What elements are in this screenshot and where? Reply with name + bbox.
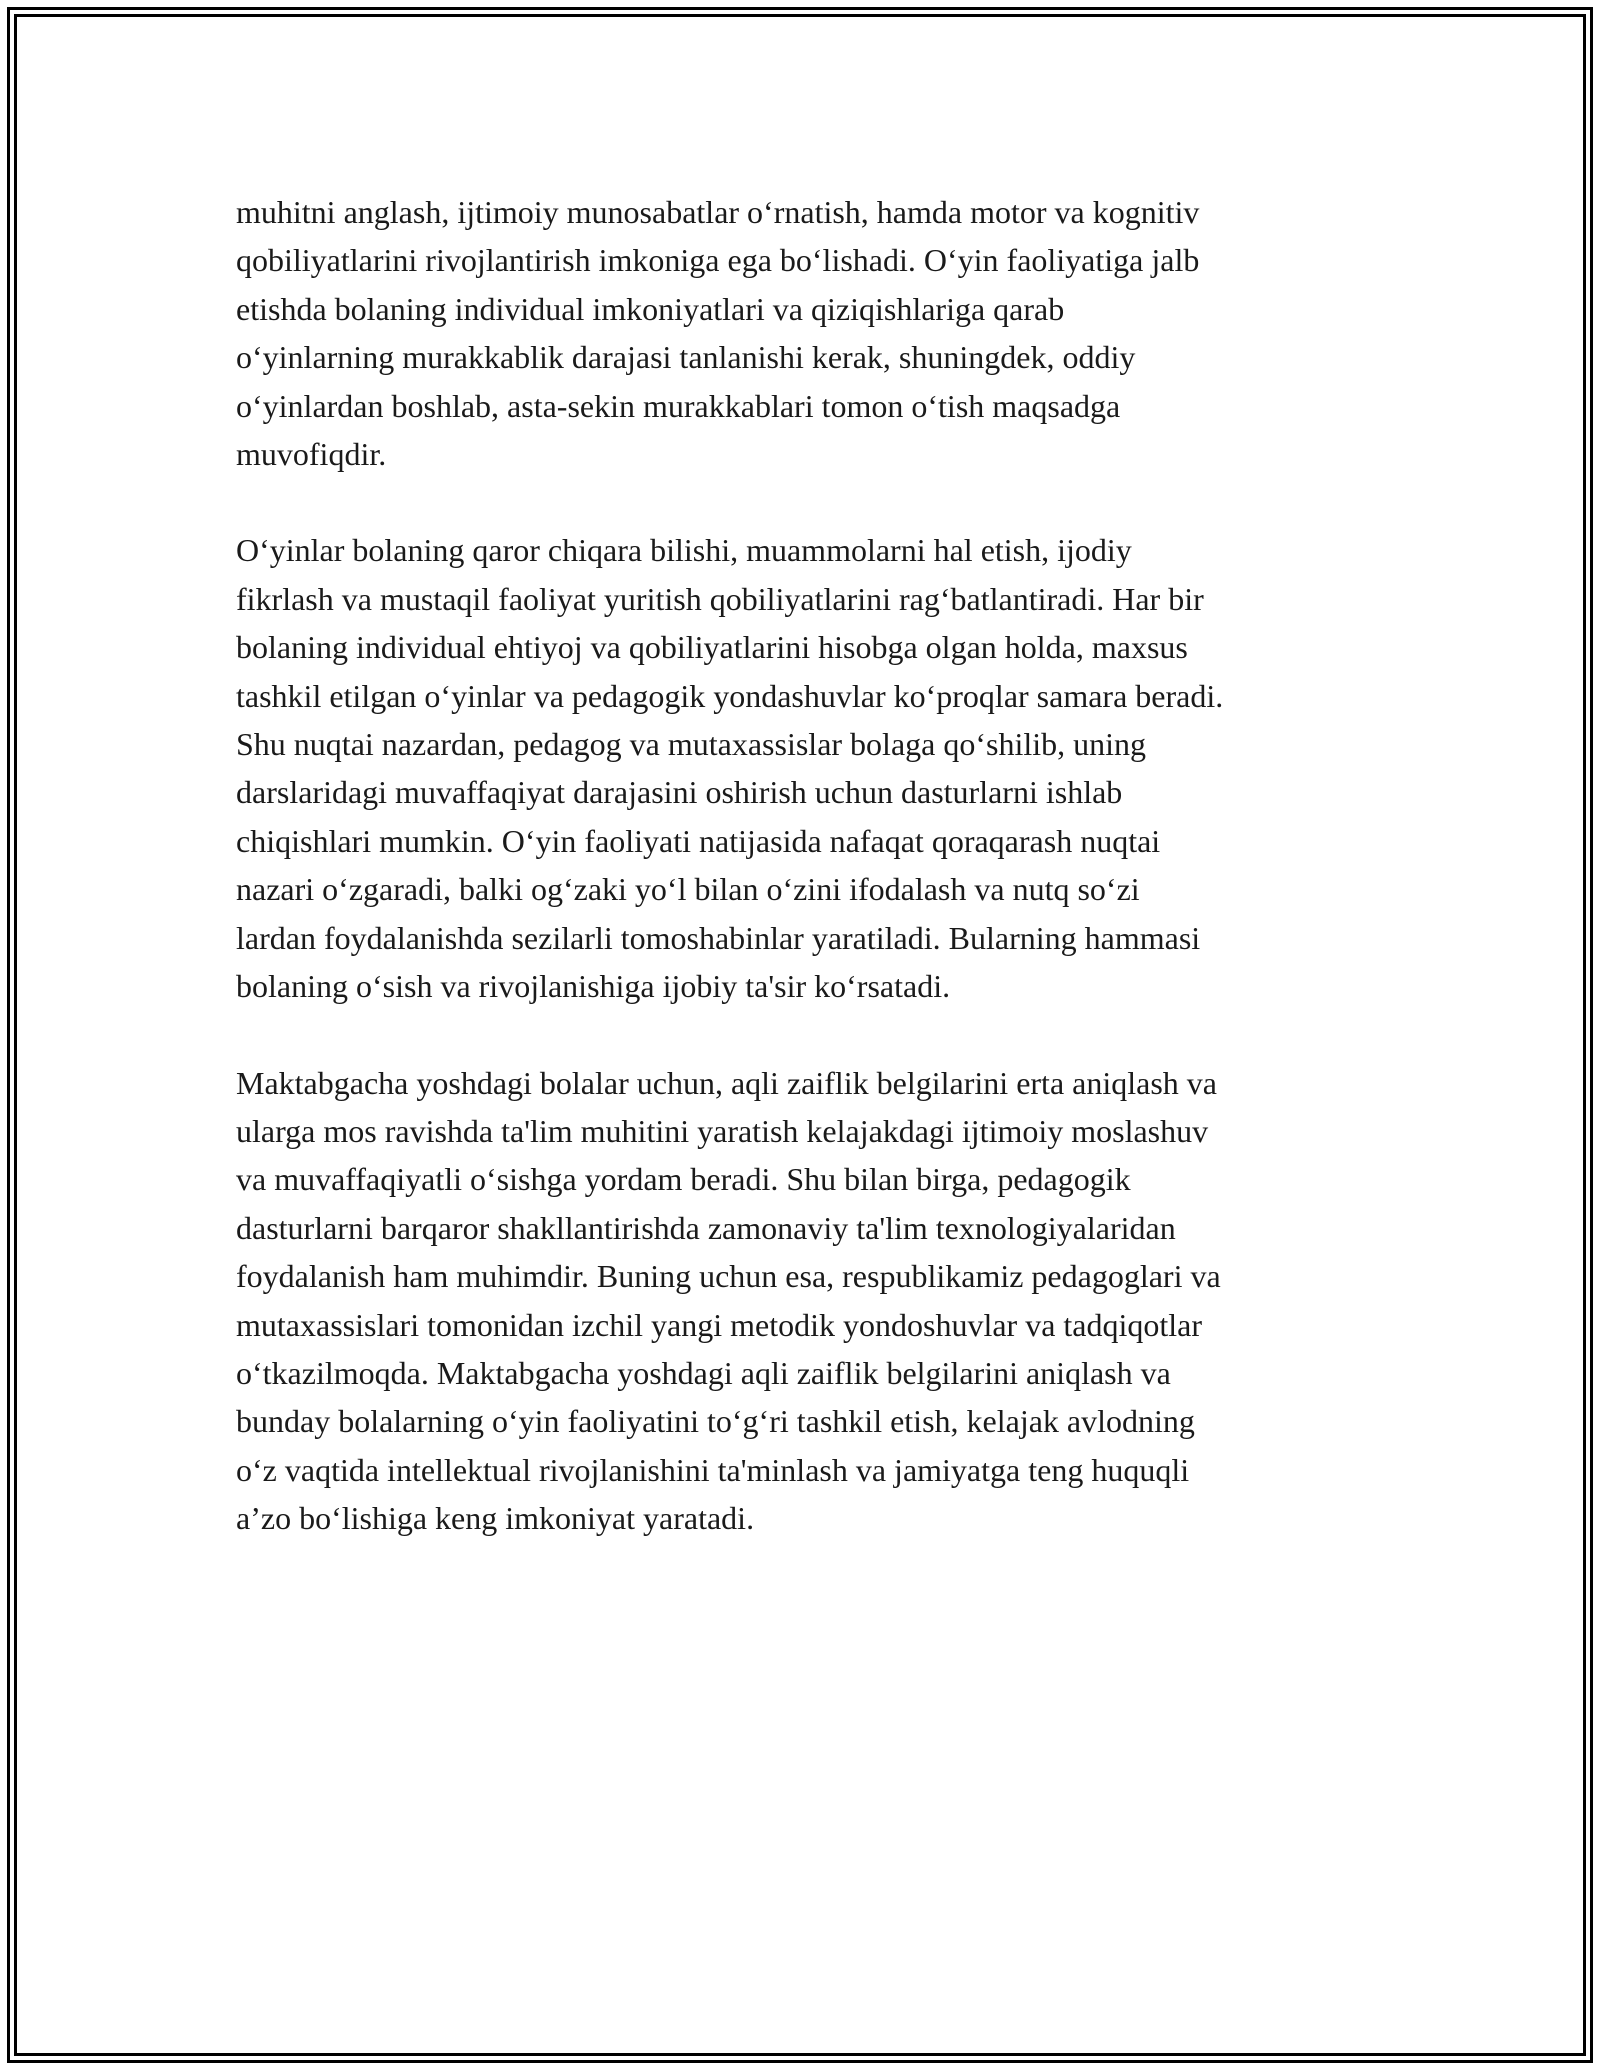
text-line: Maktabgacha yoshdagi bolalar uchun, aqli zaiflik belgilarini erta aniqlash va bbox=[236, 1064, 1217, 1101]
paragraph-2 bbox=[236, 526, 1376, 1010]
text-line: o‘yinlarning murakkablik darajasi tanlanishi kerak, shuningdek, oddiy bbox=[236, 339, 1136, 376]
text-line: bunday bolalarning o‘yin faoliyatini to‘g‘ri tashkil etish, kelajak avlodning bbox=[236, 1403, 1195, 1440]
text-line: mutaxassislari tomonidan izchil yangi metodik yondoshuvlar va tadqiqotlar bbox=[236, 1306, 1203, 1343]
text-line: foydalanish ham muhimdir. Buning uchun esa, respublikamiz pedagoglari va bbox=[236, 1258, 1221, 1295]
text-line: darslaridagi muvaffaqiyat darajasini oshirish uchun dasturlarni ishlab bbox=[236, 774, 1123, 811]
paragraph-1 bbox=[236, 188, 1376, 478]
text-line: bolaning o‘sish va rivojlanishiga ijobiy ta'sir ko‘rsatadi. bbox=[236, 968, 951, 1005]
text-line: a’zo bo‘lishiga keng imkoniyat yaratadi. bbox=[236, 1500, 755, 1537]
text-line: Shu nuqtai nazardan, pedagog va mutaxassislar bolaga qo‘shilib, uning bbox=[236, 726, 1147, 763]
text-line: fikrlash va mustaqil faoliyat yuritish qobiliyatlarini rag‘batlantiradi. Har bir bbox=[236, 580, 1204, 617]
text-line: nazari o‘zgaradi, balki og‘zaki yo‘l bilan o‘zini ifodalash va nutq so‘zi bbox=[236, 871, 1140, 908]
text-line: chiqishlari mumkin. O‘yin faoliyati natijasida nafaqat qoraqarash nuqtai bbox=[236, 822, 1161, 859]
text-line: ularga mos ravishda ta'lim muhitini yaratish kelajakdagi ijtimoiy moslashuv bbox=[236, 1112, 1209, 1149]
text-line: qobiliyatlarini rivojlantirish imkoniga ega bo‘lishadi. O‘yin faoliyatiga jalb bbox=[236, 242, 1200, 279]
text-line: o‘tkazilmoqda. Maktabgacha yoshdagi aqli zaiflik belgilarini aniqlash va bbox=[236, 1354, 1171, 1391]
text-line: bolaning individual ehtiyoj va qobiliyatlarini hisobga olgan holda, maxsus bbox=[236, 629, 1188, 666]
text-line: va muvaffaqiyatli o‘sishga yordam beradi. Shu bilan birga, pedagogik bbox=[236, 1161, 1131, 1198]
text-line: O‘yinlar bolaning qaror chiqara bilishi, muammolarni hal etish, ijodiy bbox=[236, 532, 1132, 569]
text-line: o‘yinlardan boshlab, asta-sekin murakkablari tomon o‘tish maqsadga bbox=[236, 387, 1121, 424]
text-line: muhitni anglash, ijtimoiy munosabatlar o‘rnatish, hamda motor va kognitiv bbox=[236, 194, 1200, 230]
paragraph-3 bbox=[236, 1059, 1376, 1543]
text-line: tashkil etilgan o‘yinlar va pedagogik yondashuvlar ko‘proqlar samara beradi. bbox=[236, 677, 1224, 714]
text-line: dasturlarni barqaror shakllantirishda zamonaviy ta'lim texnologiyalaridan bbox=[236, 1209, 1176, 1246]
document-body bbox=[236, 188, 1376, 1591]
text-line: muvofiqdir. bbox=[236, 436, 387, 473]
text-line: lardan foydalanishda sezilarli tomoshabinlar yaratiladi. Bularning hammasi bbox=[236, 919, 1201, 956]
text-line: o‘z vaqtida intellektual rivojlanishini ta'minlash va jamiyatga teng huquqli bbox=[236, 1451, 1190, 1488]
text-line: etishda bolaning individual imkoniyatlari va qiziqishlariga qarab bbox=[236, 290, 1065, 327]
